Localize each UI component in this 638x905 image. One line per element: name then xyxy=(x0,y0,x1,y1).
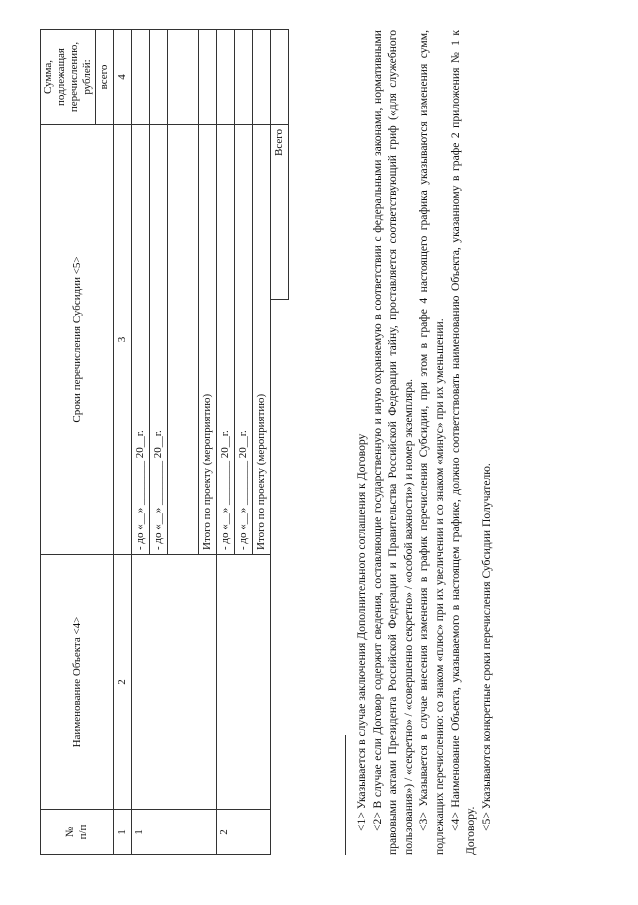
col-sum-group-header: Сумма, подлежащая перечислению, рублей: xyxy=(41,29,96,124)
col-terms-header: Сроки перечисления Субсидии <5> xyxy=(41,124,114,554)
subtotal-label-cell: Итого по проекту (мероприятию) xyxy=(199,124,217,554)
sum-cell xyxy=(235,29,253,124)
term-cell: - до «__» ________ 20__г. xyxy=(217,124,235,554)
col-number: 4 xyxy=(114,29,132,124)
col-number: 3 xyxy=(114,124,132,554)
footnote-3: <3> Указывается в случае внесения изменения в график перечисления Субсидии, при этом в графе 4 настоящего графика указываются изменения сумм, подлежащих перечислению: со знаком «плюс» при их увеличении и со знаком «минус» при их уменьшении. xyxy=(417,30,446,855)
total-sum-cell xyxy=(271,29,289,124)
col-number: 1 xyxy=(114,810,132,855)
subsidy-schedule-table xyxy=(40,29,289,855)
sum-cell xyxy=(199,29,217,124)
total-label-cell: Всего xyxy=(271,124,289,299)
table-row xyxy=(132,29,150,854)
table-row xyxy=(217,29,235,854)
sum-cell xyxy=(253,29,271,124)
object-name-cell xyxy=(132,555,217,810)
term-cell xyxy=(168,124,199,554)
sum-cell xyxy=(217,29,235,124)
col-sum-total-header: всего xyxy=(96,29,114,124)
footnote-5: <5> Указываются конкретные сроки перечисления Субсидии Получателю. xyxy=(479,463,493,831)
column-number-row xyxy=(114,29,132,854)
subtotal-label-cell: Итого по проекту (мероприятию) xyxy=(253,124,271,554)
term-cell: - до «__» ________ 20__г. xyxy=(132,124,150,554)
col-object-header: Наименование Объекта <4> xyxy=(41,555,114,810)
term-cell: - до «__» ________ 20__г. xyxy=(235,124,253,554)
footnotes xyxy=(345,30,494,855)
row-num-cell: 1 xyxy=(132,810,217,855)
sum-cell xyxy=(132,29,150,124)
sum-cell xyxy=(150,29,168,124)
footnote-4: <4> Наименование Объекта, указываемого в настоящем графике, должно соответствовать наименованию Объекта, указанному в графе 2 приложения № 1 к Договору. xyxy=(448,30,478,855)
footnote-separator xyxy=(345,735,346,855)
header-row xyxy=(41,29,96,854)
col-num-header: № п/п xyxy=(41,810,114,855)
row-num-cell: 2 xyxy=(217,810,271,855)
footnote-1: <1> Указывается в случае заключения Дополнительного соглашения к Договору xyxy=(355,433,368,831)
col-number: 2 xyxy=(114,555,132,810)
total-row xyxy=(271,29,289,854)
footnote-2: <2> В случае если Договор содержит сведения, составляющие государственную и иную охраняемую в соответствии с федеральными законами, нормативными правовыми актами Президента Российской Федерации и Правительства Российской Федерации тайну, проставляется соответствующий гриф («для служебного пользования») / «секретно» / «совершенно секретно» / «особой важности») и номер экземпляра. xyxy=(370,30,415,855)
term-cell: - до «__» ________ 20__г. xyxy=(150,124,168,554)
object-name-cell xyxy=(217,555,271,810)
sum-cell xyxy=(168,29,199,124)
